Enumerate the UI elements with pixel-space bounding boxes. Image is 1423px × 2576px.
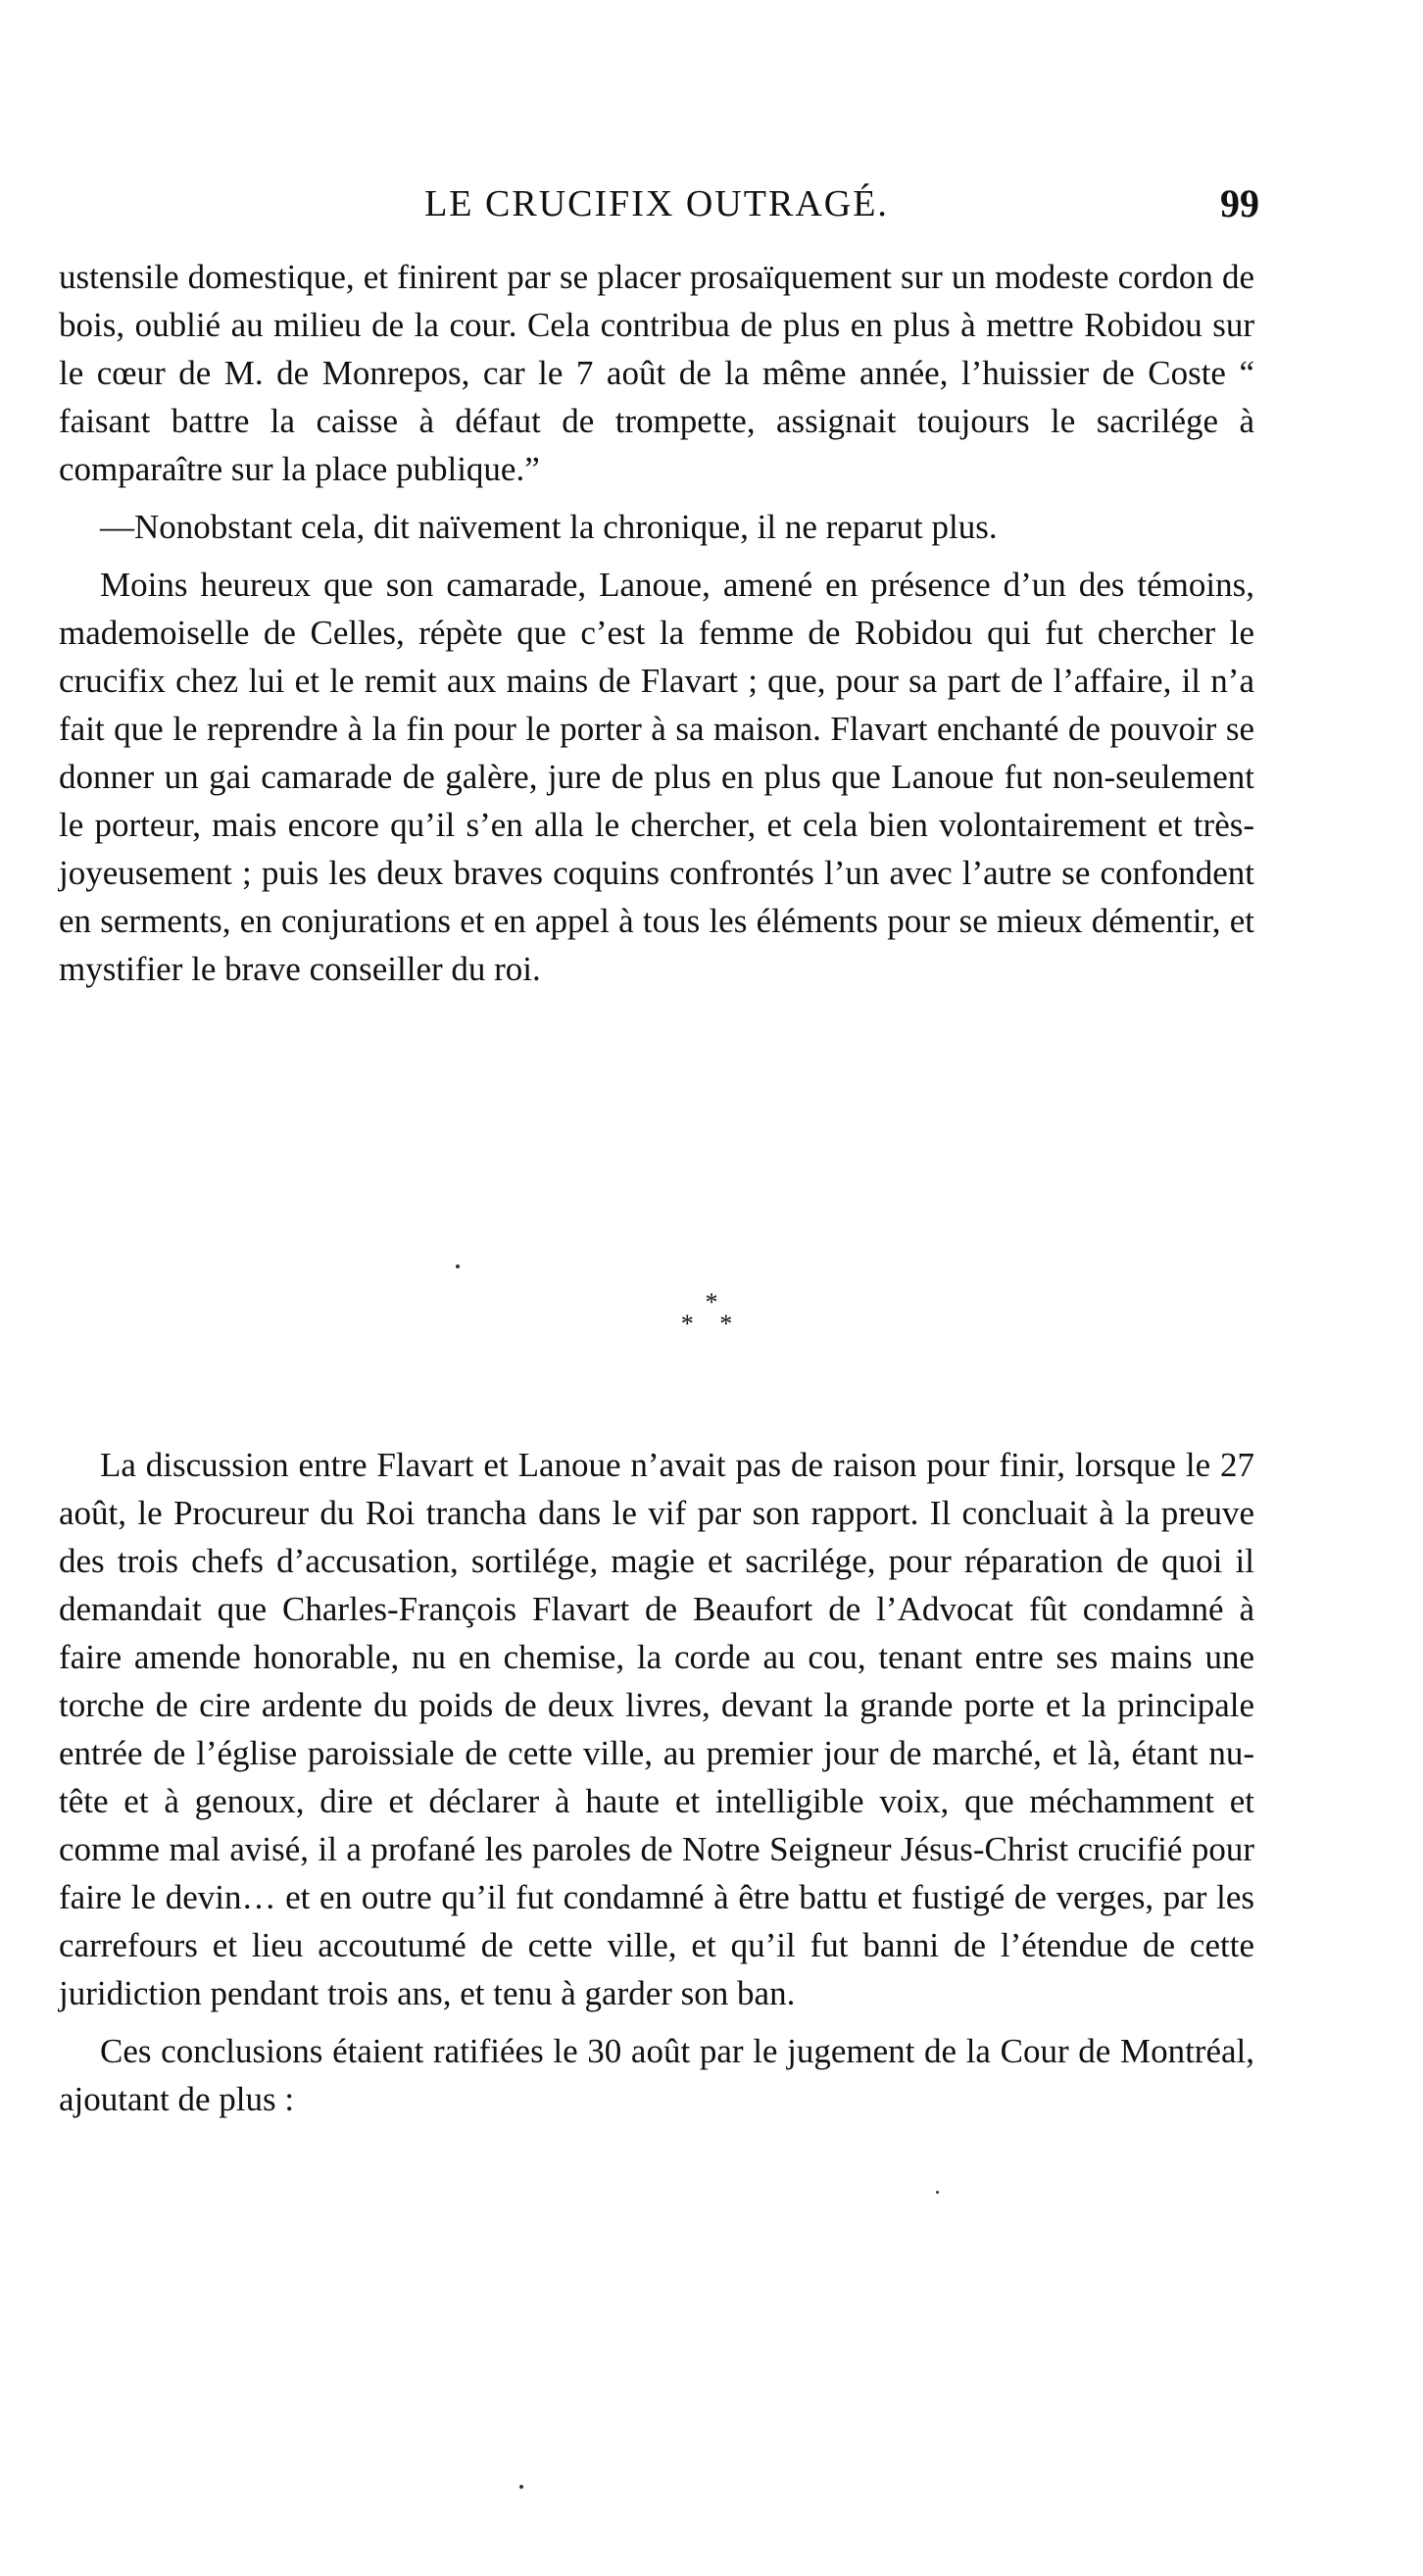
asterism-bottom-stars: * *	[680, 1310, 743, 1338]
paragraph-continuation: ustensile domestique, et finirent par se placer prosaïquement sur un modeste cordon de bois, oublié au milieu de la cour. Cela contribua de plus en plus à mettre Robidou sur le cœur de M. de Monrepos, car le 7 août de la même année, l’huissier de Coste “ faisant battre la caisse à défaut de trompette, assignait toujours le sacrilége à comparaître sur la place publique.”	[59, 258, 1254, 488]
paper-speck	[456, 1264, 460, 1268]
text-section-before-break	[59, 253, 1254, 1003]
paragraph-lanoue: Moins heureux que son camarade, Lanoue, amené en présence d’un des témoins, mademoiselle de Celles, répète que c’est la femme de Robidou qui fut chercher le crucifix chez lui et le remit aux mains de Flavart ; que, pour sa part de l’affaire, il n’a fait que le reprendre à la fin pour le porter à sa maison. Flavart enchanté de pouvoir se donner un gai camarade de galère, jure de plus en plus que Lanoue fut non-seulement le porteur, mais encore qu’il s’en alla le chercher, et cela bien volontairement et très-joyeusement ; puis les deux braves coquins confrontés l’un avec l’autre se confondent en serments, en conjurations et en appel à tous les éléments pour se mieux démentir, et mystifier le brave conseiller du roi.	[59, 566, 1254, 988]
paragraph-conclusions: Ces conclusions étaient ratifiées le 30 août par le jugement de la Cour de Montréal, ajoutant de plus :	[59, 2032, 1254, 2118]
running-title: LE CRUCIFIX OUTRAGÉ.	[424, 183, 889, 224]
asterism-top-star: *	[705, 1288, 718, 1316]
page-header	[59, 174, 1259, 233]
paragraph-procureur: La discussion entre Flavart et Lanoue n’avait pas de raison pour finir, lorsque le 27 août, le Procureur du Roi trancha dans le vif par son rapport. Il concluait à la preuve des trois chefs d’accusation, sortilége, magie et sacrilége, pour réparation de quoi il demandait que Charles-François Flavart de Beaufort de l’Advocat fût condamné à faire amende honorable, nu en chemise, la corde au cou, tenant entre ses mains une torche de cire ardente du poids de deux livres, devant la grande porte et la principale entrée de l’église paroissiale de cette ville, au premier jour de marché, et là, étant nu-tête et à genoux, dire et déclarer à haute et intelligible voix, que méchamment et comme mal avisé, il a profané les paroles de Notre Seigneur Jésus-Christ crucifié pour faire le devin… et en outre qu’il fut condamné à être battu et fustigé de verges, par les carrefours et lieu accoutumé de cette ville, et qu’il fut banni de l’étendue de cette juridiction pendant trois ans, et tenu à garder son ban.	[59, 1446, 1254, 2012]
paper-speck	[936, 2191, 939, 2194]
paragraph-chronicle: —Nonobstant cela, dit naïvement la chronique, il ne reparut plus.	[100, 508, 998, 546]
text-section-after-break	[59, 1441, 1254, 2133]
section-break-asterism	[0, 1288, 1423, 1351]
paper-speck	[519, 2485, 523, 2489]
page-number: 99	[1220, 181, 1259, 225]
